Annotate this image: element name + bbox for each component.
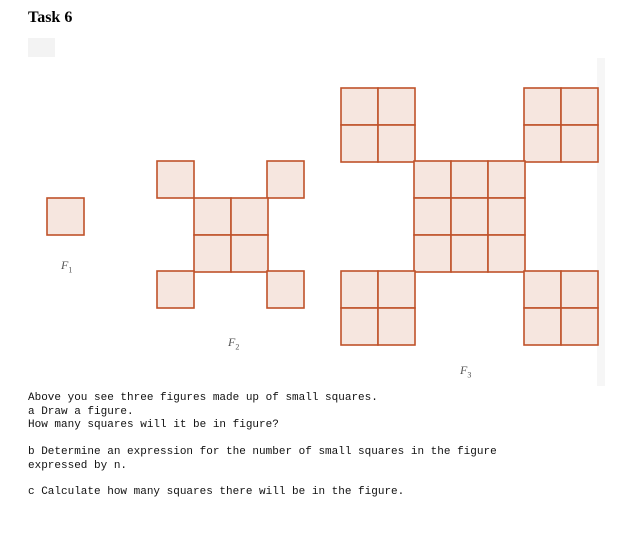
small-square: [194, 235, 231, 272]
small-square: [47, 198, 84, 235]
small-square: [561, 88, 598, 125]
small-square: [524, 308, 561, 345]
small-square: [341, 308, 378, 345]
task-title: Task 6: [28, 9, 73, 26]
small-square: [231, 235, 268, 272]
small-square: [488, 161, 525, 198]
part-b-line-1: b Determine an expression for the number of small squares in the figure: [28, 446, 497, 458]
figure-f2: [157, 161, 304, 308]
small-square: [378, 88, 415, 125]
figure-f1: [47, 198, 84, 235]
small-square: [561, 271, 598, 308]
small-square: [488, 198, 525, 235]
intro-line-2: a Draw a figure.: [28, 405, 134, 418]
part-c-line-1: c Calculate how many squares there will be in the figure.: [28, 486, 405, 498]
figure-f3: [341, 88, 598, 345]
small-square: [561, 308, 598, 345]
part-b-line-2: expressed by n.: [28, 459, 128, 472]
small-square: [267, 161, 304, 198]
small-square: [414, 198, 451, 235]
small-square: [157, 271, 194, 308]
small-square: [451, 235, 488, 272]
small-square: [488, 235, 525, 272]
small-square: [524, 271, 561, 308]
small-square: [231, 198, 268, 235]
small-square: [451, 161, 488, 198]
small-square: [341, 88, 378, 125]
intro-line-1: Above you see three figures made up of small squares.: [28, 392, 378, 404]
small-square: [378, 271, 415, 308]
small-square: [561, 125, 598, 162]
small-square: [378, 308, 415, 345]
small-square: [341, 271, 378, 308]
small-square: [414, 161, 451, 198]
intro-line-3: How many squares will it be in figure?: [28, 419, 279, 431]
figure-label-f3: $F_3$: [460, 363, 472, 380]
figure-label-f1: $F_1$: [61, 258, 73, 275]
small-square: [451, 198, 488, 235]
small-square: [414, 235, 451, 272]
small-square: [267, 271, 304, 308]
figure-label-f2: $F_2$: [228, 335, 240, 352]
small-square: [341, 125, 378, 162]
small-square: [378, 125, 415, 162]
small-square: [194, 198, 231, 235]
small-square: [524, 125, 561, 162]
small-square: [157, 161, 194, 198]
small-square: [524, 88, 561, 125]
